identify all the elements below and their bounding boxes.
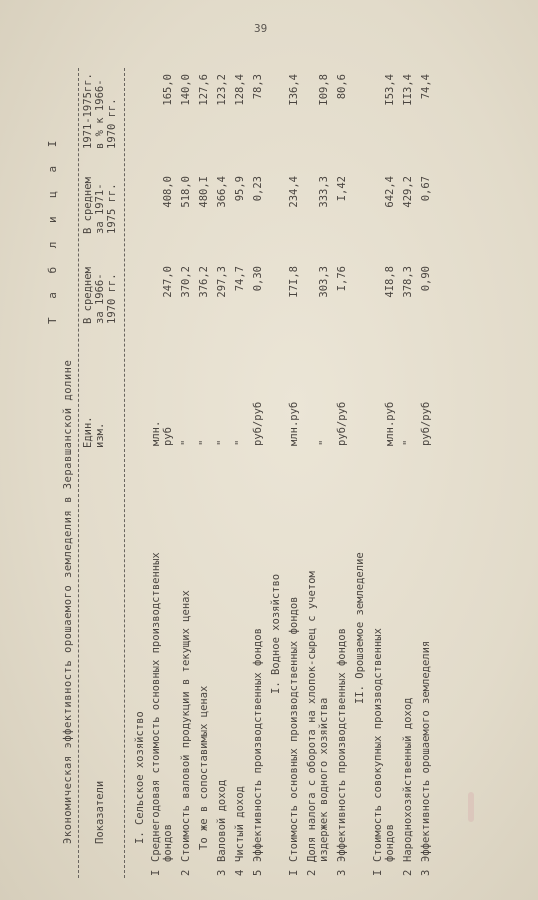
row-value-1971-1975: 95,9 [234, 176, 246, 202]
row-value-ratio: 78,3 [252, 74, 264, 100]
row-number: 2 [180, 869, 192, 876]
row-unit: " [402, 439, 414, 446]
row-indicator: Эффективность производственных фондов [252, 628, 264, 862]
section-title: I. Сельское хозяйство [134, 711, 146, 844]
row-value-ratio: I53,4 [384, 74, 396, 106]
row-value-1966-1970: 0,90 [420, 266, 432, 292]
row-indicator: Доля налога с оборота на хлопок-сырец с учетом издержек водного хозяйства [306, 571, 330, 862]
row-value-1971-1975: 480,I [198, 176, 210, 208]
row-number: I [150, 869, 162, 876]
row-unit: млн.руб [288, 401, 300, 446]
header-period-1971-1975: В среднем за 1971- 1975 гг. [82, 177, 118, 234]
header-top-rule [78, 68, 79, 878]
row-unit: руб/руб [252, 401, 264, 446]
row-number: 3 [420, 869, 432, 876]
row-value-ratio: 80,6 [336, 74, 348, 100]
table-label: Т а б л и ц а I [46, 134, 59, 324]
row-unit: руб/руб [420, 401, 432, 446]
row-indicator: Среднегодовая стоимость основных производственных фондов [150, 552, 174, 862]
row-value-1971-1975: 0,23 [252, 176, 264, 202]
row-value-ratio: 127,6 [198, 74, 210, 106]
row-value-ratio: I09,8 [318, 74, 330, 106]
row-value-1971-1975: 0,67 [420, 176, 432, 202]
header-ratio: 1971-1975гг. в % к 1966- 1970 гг. [82, 73, 118, 149]
row-value-ratio: 165,0 [162, 74, 174, 106]
row-value-1971-1975: 408,0 [162, 176, 174, 208]
row-value-1966-1970: 303,3 [318, 266, 330, 298]
row-value-ratio: 140,0 [180, 74, 192, 106]
row-value-ratio: I36,4 [288, 74, 300, 106]
row-value-1966-1970: 247,0 [162, 266, 174, 298]
row-value-1966-1970: 4I8,8 [384, 266, 396, 298]
header-unit: Един. изм. [82, 416, 106, 448]
row-indicator: Чистый доход [234, 786, 246, 862]
row-value-1971-1975: 429,2 [402, 176, 414, 208]
paper-smudge [468, 792, 474, 822]
page-number: 39 [254, 22, 268, 35]
row-unit: млн. руб [150, 420, 174, 446]
row-number: 5 [252, 869, 264, 876]
row-indicator: Эффективность орошаемого земледелия [420, 640, 432, 862]
row-value-1971-1975: 518,0 [180, 176, 192, 208]
row-indicator: Стоимость совокупных производственных фондов [372, 628, 396, 862]
row-unit: " [216, 439, 228, 446]
header-period-1966-1970: В среднем за 1966- 1970 гг. [82, 267, 118, 324]
row-indicator: Народнохозяйственный доход [402, 697, 414, 862]
row-number: I [288, 869, 300, 876]
section-title: II. Орошаемое земледелие [354, 552, 366, 704]
row-value-1966-1970: 74,7 [234, 266, 246, 292]
row-value-1966-1970: 0,30 [252, 266, 264, 292]
row-indicator: Эффективность производственных фондов [336, 628, 348, 862]
row-value-ratio: 128,4 [234, 74, 246, 106]
row-value-ratio: 123,2 [216, 74, 228, 106]
row-value-1971-1975: 234,4 [288, 176, 300, 208]
row-value-1971-1975: I,42 [336, 176, 348, 202]
row-number: 3 [336, 869, 348, 876]
row-unit: млн.руб [384, 401, 396, 446]
row-value-ratio: II3,4 [402, 74, 414, 106]
row-value-1966-1970: I,76 [336, 266, 348, 292]
row-value-1966-1970: I7I,8 [288, 266, 300, 298]
row-value-ratio: 74,4 [420, 74, 432, 100]
row-unit: " [234, 439, 246, 446]
row-value-1966-1970: 297,3 [216, 266, 228, 298]
header-indicators: Показатели [94, 780, 106, 844]
row-indicator: Стоимость основных производственных фондов [288, 596, 300, 862]
row-unit: " [198, 439, 210, 446]
row-number: 2 [306, 869, 318, 876]
row-unit: " [318, 439, 330, 446]
row-value-1971-1975: 333,3 [318, 176, 330, 208]
table-title: Экономическая эффективность орошаемого земледелия в Зеравшанской долине [62, 359, 74, 844]
row-number: I [372, 869, 384, 876]
row-unit: руб/руб [336, 401, 348, 446]
row-indicator: Валовой доход [216, 779, 228, 862]
rotated-table-content [44, 54, 514, 884]
row-number: 2 [402, 869, 414, 876]
row-number: 4 [234, 869, 246, 876]
row-unit: " [180, 439, 192, 446]
row-value-1966-1970: 370,2 [180, 266, 192, 298]
row-value-1966-1970: 376,2 [198, 266, 210, 298]
row-value-1966-1970: 378,3 [402, 266, 414, 298]
header-bottom-rule [124, 68, 125, 878]
row-value-1971-1975: 366,4 [216, 176, 228, 208]
row-indicator: То же в сопоставимых ценах [198, 685, 210, 850]
row-number: 3 [216, 869, 228, 876]
section-title: I. Водное хозяйство [270, 573, 282, 694]
row-indicator: Стоимость валовой продукции в текущих ценах [180, 590, 192, 862]
row-value-1971-1975: 642,4 [384, 176, 396, 208]
